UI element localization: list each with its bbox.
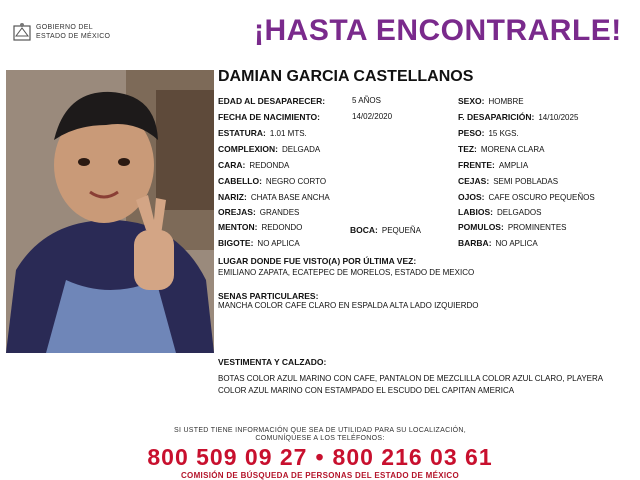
missing-person-photo — [6, 70, 214, 353]
detail-birthdate — [218, 112, 393, 122]
detail-height — [218, 128, 307, 138]
detail-value: HOMBRE — [488, 97, 524, 106]
detail-value: REDONDA — [249, 161, 290, 170]
phone-numbers — [0, 444, 640, 471]
detail-value: PROMINENTES — [507, 223, 567, 232]
detail-eyebrows — [458, 176, 558, 186]
footer-agency: COMISIÓN DE BÚSQUEDA DE PERSONAS DEL ESTADO DE MÉXICO — [180, 471, 459, 480]
logo-line-2: ESTADO DE MÉXICO — [36, 33, 111, 40]
last-seen-text: EMILIANO ZAPATA, ECATEPEC DE MORELOS, ESTADO DE MEXICO — [218, 268, 475, 277]
detail-label: PESO: — [458, 128, 485, 138]
detail-label: OREJAS: — [218, 207, 256, 217]
detail-mouth — [350, 225, 421, 235]
detail-beard — [458, 238, 538, 248]
detail-value: AMPLIA — [498, 161, 529, 170]
marks-text: MANCHA COLOR CAFE CLARO EN ESPALDA ALTA LADO IZQUIERDO — [218, 301, 479, 310]
coat-of-arms-icon — [12, 22, 32, 44]
detail-label: EDAD AL DESAPARECER: — [218, 96, 326, 106]
detail-label: FECHA DE NACIMIENTO: — [218, 112, 320, 122]
clothing-title: VESTIMENTA Y CALZADO: — [218, 357, 327, 367]
detail-label: NARIZ: — [218, 192, 247, 202]
detail-nose — [218, 192, 330, 202]
clothing-text: BOTAS COLOR AZUL MARINO CON CAFE, PANTALON DE MEZCLILLA COLOR AZUL CLARO, PLAYERA COLOR AZUL MARINO CON ESTAMPADO EL ESCUDO DEL CAPITAN AMERICA — [218, 374, 603, 395]
contact-line-1: SI USTED TIENE INFORMACIÓN QUE SEA DE UTILIDAD PARA SU LOCALIZACIÓN, — [173, 427, 467, 434]
detail-label: FRENTE: — [458, 160, 495, 170]
detail-label: MENTON: — [218, 222, 258, 232]
detail-sex — [458, 96, 524, 106]
detail-label: LABIOS: — [458, 207, 493, 217]
detail-value: 1.01 MTS. — [269, 129, 307, 138]
detail-value: CAFE OSCURO PEQUEÑOS — [488, 193, 595, 202]
detail-label: BARBA: — [458, 238, 492, 248]
detail-forehead — [458, 160, 528, 170]
detail-label: BOCA: — [350, 225, 378, 235]
detail-eyes — [458, 192, 595, 202]
detail-value: DELGADA — [281, 145, 321, 154]
state-logo — [12, 22, 122, 46]
detail-label: CABELLO: — [218, 176, 262, 186]
detail-label: F. DESAPARICIÓN: — [458, 112, 535, 122]
phone-1[interactable]: 800 509 09 27 — [147, 444, 308, 470]
detail-value: 14/02/2020 — [352, 112, 393, 121]
logo-line-1: GOBIERNO DEL — [36, 24, 93, 31]
detail-lips — [458, 207, 541, 217]
detail-label: COMPLEXION: — [218, 144, 278, 154]
detail-weight — [458, 128, 519, 138]
marks-title: SENAS PARTICULARES: — [218, 291, 319, 301]
detail-value: REDONDO — [261, 223, 303, 232]
detail-value: SEMI POBLADAS — [493, 177, 559, 186]
detail-face — [218, 160, 289, 170]
detail-value: MORENA CLARA — [480, 145, 545, 154]
detail-label: TEZ: — [458, 144, 477, 154]
headline: ¡HASTA ENCONTRARLE! — [254, 14, 622, 47]
contact-line-2: COMUNÍQUESE A LOS TELÉFONOS: — [255, 435, 385, 442]
detail-missing-date — [458, 112, 578, 122]
detail-cheekbones — [458, 222, 566, 232]
detail-label: CARA: — [218, 160, 246, 170]
last-seen-title: LUGAR DONDE FUE VISTO(A) POR ÚLTIMA VEZ: — [218, 256, 417, 266]
detail-value: CHATA BASE ANCHA — [250, 193, 330, 202]
detail-value: DELGADOS — [496, 208, 542, 217]
detail-mustache — [218, 238, 300, 248]
detail-value: NEGRO CORTO — [265, 177, 327, 186]
detail-hair — [218, 176, 326, 186]
detail-ears — [218, 207, 299, 217]
detail-value: GRANDES — [259, 208, 300, 217]
detail-label: BIGOTE: — [218, 238, 254, 248]
detail-label: OJOS: — [458, 192, 485, 202]
detail-label: POMULOS: — [458, 222, 504, 232]
detail-label: SEXO: — [458, 96, 485, 106]
detail-age — [218, 96, 381, 106]
detail-value: NO APLICA — [257, 239, 300, 248]
detail-value: 5 AÑOS — [352, 96, 381, 105]
detail-build — [218, 144, 320, 154]
phone-2[interactable]: 800 216 03 61 — [332, 444, 493, 470]
detail-value: NO APLICA — [495, 239, 538, 248]
detail-label: ESTATURA: — [218, 128, 266, 138]
detail-value: PEQUEÑA — [381, 226, 421, 235]
detail-chin — [218, 222, 302, 232]
detail-value: 14/10/2025 — [538, 113, 579, 122]
detail-complexion — [458, 144, 544, 154]
detail-value: 15 KGS. — [488, 129, 519, 138]
person-name: DAMIAN GARCIA CASTELLANOS — [218, 68, 474, 85]
detail-label: CEJAS: — [458, 176, 490, 186]
phone-separator: • — [315, 444, 325, 470]
